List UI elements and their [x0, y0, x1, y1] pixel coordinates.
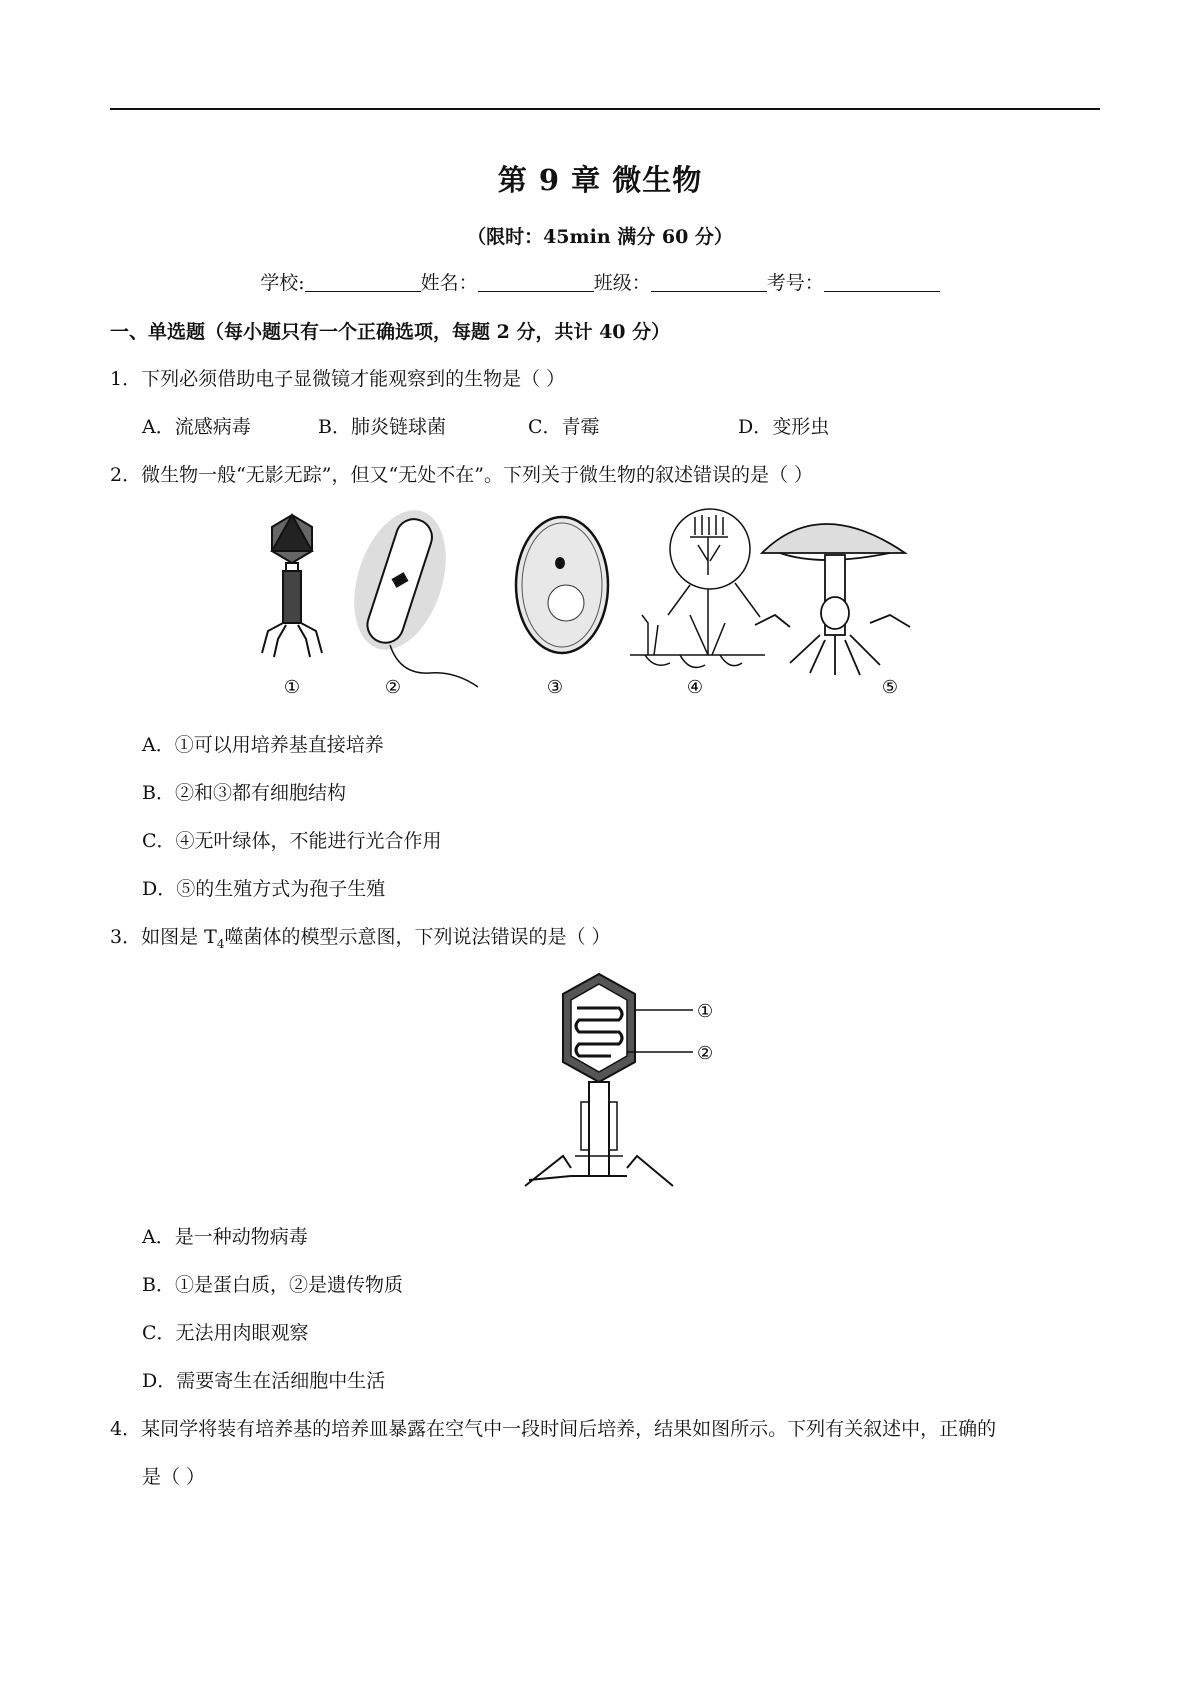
q1-option-b[interactable]: B．肺炎链球菌	[318, 416, 446, 438]
class-label: 班级：	[593, 272, 651, 294]
q1-option-a[interactable]: A．流感病毒	[142, 416, 251, 438]
q2-option-d[interactable]: D．⑤的生殖方式为孢子生殖	[142, 878, 386, 900]
q3-option-a[interactable]: A．是一种动物病毒	[142, 1226, 308, 1248]
question-1	[110, 364, 565, 391]
name-blank[interactable]	[478, 273, 594, 292]
question-4	[110, 1414, 996, 1441]
bacterium-illustration	[338, 505, 478, 687]
exam-subtitle: （限时：45min 满分 60 分）	[467, 226, 733, 248]
figure-label-5: ⑤	[881, 677, 899, 698]
q2-option-a[interactable]: A．①可以用培养基直接培养	[142, 734, 384, 756]
yeast-cell-illustration	[516, 517, 608, 653]
mold-illustration	[630, 509, 765, 667]
question-stem-line1: 某同学将装有培养基的培养皿暴露在空气中一段时间后培养，结果如图所示。下列有关叙述中，正确的	[141, 1418, 997, 1440]
figure-label-1: ①	[283, 677, 301, 698]
mushroom-illustration	[755, 524, 910, 675]
q2-figure	[250, 505, 1000, 705]
q2-option-c[interactable]: C．④无叶绿体，不能进行光合作用	[142, 830, 442, 852]
figure-label-2: ②	[384, 677, 402, 698]
question-4-line2: 是（ ）	[142, 1466, 206, 1488]
section-heading: 一、单选题（每小题只有一个正确选项，每题 2 分，共计 40 分）	[110, 321, 671, 343]
class-blank[interactable]	[651, 273, 767, 292]
exam-no-label: 考号：	[766, 272, 824, 294]
question-number: 2．	[110, 464, 142, 486]
question-number: 1．	[110, 368, 142, 390]
question-stem-subscript: 4	[216, 936, 225, 951]
exam-no-blank[interactable]	[824, 273, 940, 292]
q3-option-b[interactable]: B．①是蛋白质，②是遗传物质	[142, 1274, 403, 1296]
q1-option-c[interactable]: C．青霉	[528, 416, 600, 438]
diagram-label-2: ②	[697, 1043, 714, 1064]
question-3	[110, 922, 611, 951]
question-stem: 微生物一般“无影无踪”，但又“无处不在”。下列关于微生物的叙述错误的是（ ）	[141, 464, 813, 486]
question-stem-prefix: 如图是 T	[141, 926, 217, 948]
figure-label-3: ③	[546, 677, 564, 698]
school-blank[interactable]	[305, 273, 421, 292]
q2-option-b[interactable]: B．②和③都有细胞结构	[142, 782, 346, 804]
q3-option-d[interactable]: D．需要寄生在活细胞中生活	[142, 1370, 386, 1392]
diagram-label-1: ①	[697, 1001, 714, 1022]
figure-label-4: ④	[686, 677, 704, 698]
q3-phage-diagram	[515, 968, 745, 1188]
q1-option-d[interactable]: D．变形虫	[738, 416, 830, 438]
name-label: 姓名：	[420, 272, 478, 294]
question-stem: 下列必须借助电子显微镜才能观察到的生物是（ ）	[141, 368, 566, 390]
bacteriophage-illustration	[262, 515, 322, 657]
question-number: 4．	[110, 1418, 142, 1440]
header-rule	[110, 108, 1100, 110]
student-info-line	[0, 268, 1200, 295]
school-label: 学校:	[260, 272, 305, 294]
q3-option-c[interactable]: C．无法用肉眼观察	[142, 1322, 309, 1344]
question-number: 3．	[110, 926, 142, 948]
question-2	[110, 460, 813, 487]
question-stem-suffix: 噬菌体的模型示意图，下列说法错误的是（ ）	[224, 926, 611, 948]
page-title: 第 9 章 微生物	[497, 163, 703, 197]
